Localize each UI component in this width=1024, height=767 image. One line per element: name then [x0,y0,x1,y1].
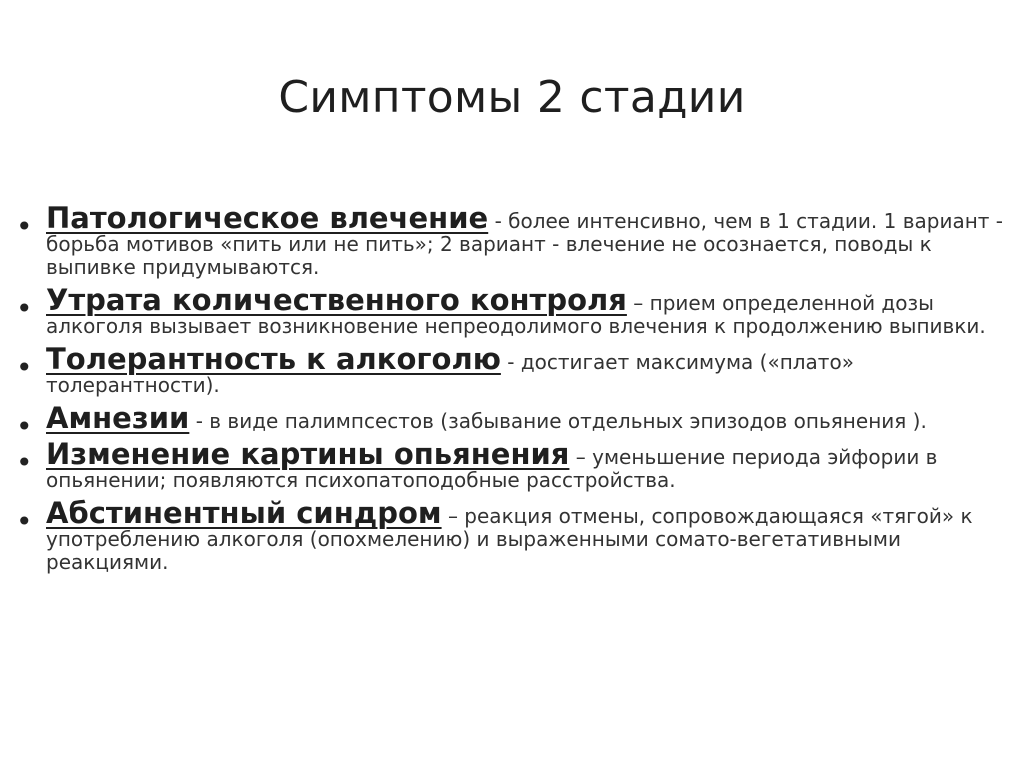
symptom-term: Патологическое влечение [46,201,489,235]
list-item [16,283,1006,338]
symptom-description: – уменьшение периода эйфории в опьянении; появляются психопатоподобные расстройства. [46,445,938,492]
symptom-description: - в виде палимпсестов (забывание отдельных эпизодов опьянения ). [189,409,927,433]
bullet-icon: • [16,292,33,325]
symptom-term: Амнезии [46,401,190,435]
symptom-list [16,201,1006,584]
list-item [16,437,1006,492]
list-item [16,201,1006,279]
list-item [16,401,1006,443]
symptom-description: – реакция отмены, сопровождающаяся «тягой» к употреблению алкоголя (опохмелению) и выраженными сомато-вегетативными реакциями. [46,504,973,574]
symptom-description: – прием определенной дозы алкоголя вызывает возникновение непреодолимого влечения к продолжению выпивки. [46,291,986,338]
bullet-icon: • [16,505,33,538]
list-item [16,496,1006,574]
bullet-icon: • [16,446,33,479]
slide-title: Симптомы 2 стадии [278,72,746,123]
list-item [16,342,1006,397]
symptom-term: Утрата количественного контроля [46,283,627,317]
symptom-term: Изменение картины опьянения [46,437,570,471]
symptom-description: - достигает максимума («плато» толерантности). [46,350,854,397]
symptom-term: Абстинентный синдром [46,496,442,530]
symptom-description: - более интенсивно, чем в 1 стадии. 1 вариант - борьба мотивов «пить или не пить»; 2 вариант - влечение не осознается, поводы к выпивке придумываются. [46,209,1003,279]
bullet-icon: • [16,210,33,243]
symptom-term: Толерантность к алкоголю [46,342,501,376]
bullet-icon: • [16,351,33,384]
bullet-icon: • [16,410,33,443]
